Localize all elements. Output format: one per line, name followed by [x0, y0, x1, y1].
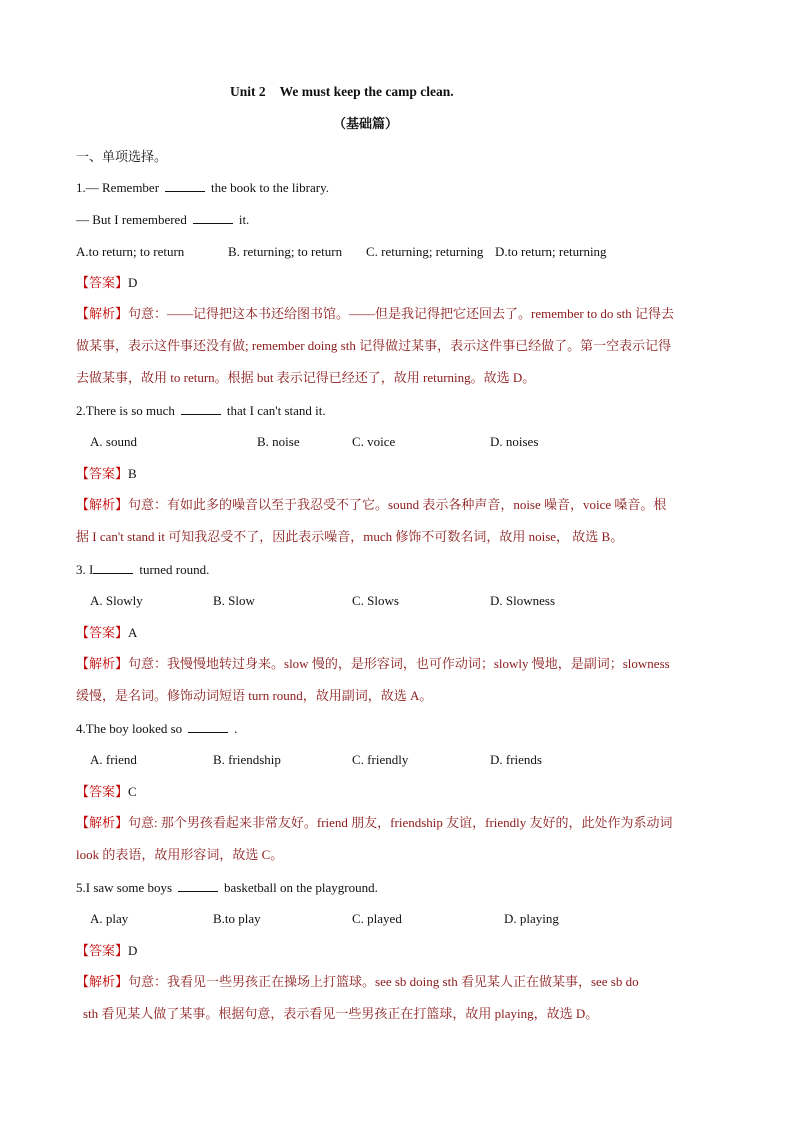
answer-blank: [178, 879, 218, 892]
question-4-option-d: D. friends: [490, 752, 542, 767]
question-5-explanation: 【解析】句意：我看见一些男孩正在操场上打篮球。see sb doing sth 看见某人正在做某事，see sb do sth 看见某人做了某事。根据句意，表示看见一些男孩正在打篮球，故用 playing，故选 D。: [76, 974, 639, 1021]
question-1-answer: 【答案】D: [76, 275, 138, 290]
question-4-answer: 【答案】C: [76, 784, 137, 799]
question-2-option-d: D. noises: [490, 434, 539, 449]
question-1-stem: 1.— Remember the book to the library.: [76, 180, 329, 195]
question-1-stem-2: — But I remembered it.: [76, 212, 250, 227]
question-1-explanation: 【解析】句意：——记得把这本书还给图书馆。——但是我记得把它还回去了。remember to do sth 记得去 做某事，表示这件事还没有做; remember doing sth 记得做过某事，表示这件事已经做了。第一空表示记得 去做某事，故用 to return。根据 but 表示记得已经还了，故用 returning。故选 D。: [76, 306, 674, 385]
question-5-option-b: B.to play: [213, 911, 261, 926]
question-1-option-a: A.to return; to return: [76, 244, 185, 259]
question-2-option-b: B. noise: [257, 434, 300, 449]
question-4-option-c: C. friendly: [352, 752, 409, 767]
answer-blank: [188, 720, 228, 733]
question-5-option-a: A. play: [90, 911, 129, 926]
question-3-option-d: D. Slowness: [490, 593, 556, 608]
page-title: [230, 83, 454, 101]
question-2-option-a: A. sound: [90, 434, 137, 449]
question-4-explanation: 【解析】句意: 那个男孩看起来非常友好。friend 朋友，friendship 友谊，friendly 友好的，此处作为系动词 look 的表语，故用形容词，故选 C。: [76, 815, 673, 862]
answer-blank: [165, 179, 205, 192]
answer-blank: [181, 402, 221, 415]
question-3-option-a: A. Slowly: [90, 593, 143, 608]
unit-title: We must keep the camp clean.: [279, 84, 454, 99]
question-3-stem: 3. I turned round.: [76, 562, 210, 577]
question-1-option-b: B. returning; to return: [228, 244, 343, 259]
question-5-option-c: C. played: [352, 911, 402, 926]
question-5-answer: 【答案】D: [76, 943, 138, 958]
question-2-stem: 2.There is so much that I can't stand it.: [76, 403, 326, 418]
question-3-option-c: C. Slows: [352, 593, 399, 608]
question-4-option-b: B. friendship: [213, 752, 281, 767]
question-1-option-c: C. returning; returning: [366, 244, 484, 259]
level-subtitle: （基础篇）: [333, 116, 399, 131]
answer-blank: [193, 211, 233, 224]
unit-label: Unit 2: [230, 84, 266, 99]
question-2-explanation: 【解析】句意：有如此多的噪音以至于我忍受不了它。sound 表示各种声音，noise 噪音，voice 嗓音。根 据 I can't stand it 可知我忍受不了，因此表示噪音，much 修饰不可数名词，故用 noise， 故选 B。: [76, 497, 667, 544]
question-3-option-b: B. Slow: [213, 593, 255, 608]
question-4-option-a: A. friend: [90, 752, 137, 767]
answer-blank: [93, 561, 133, 574]
question-1-option-d: D.to return; returning: [495, 244, 607, 259]
question-5-option-d: D. playing: [504, 911, 559, 926]
question-2-option-c: C. voice: [352, 434, 396, 449]
section-heading: 一、单项选择。: [76, 149, 168, 164]
question-3-answer: 【答案】A: [76, 625, 138, 640]
question-2-answer: 【答案】B: [76, 466, 137, 481]
question-3-explanation: 【解析】句意：我慢慢地转过身来。slow 慢的，是形容词，也可作动词；slowly 慢地，是副词；slowness 缓慢，是名词。修饰动词短语 turn round，故用副词，故选 A。: [76, 656, 670, 703]
question-5-stem: 5.I saw some boys basketball on the playground.: [76, 880, 378, 895]
question-4-stem: 4.The boy looked so .: [76, 721, 238, 736]
